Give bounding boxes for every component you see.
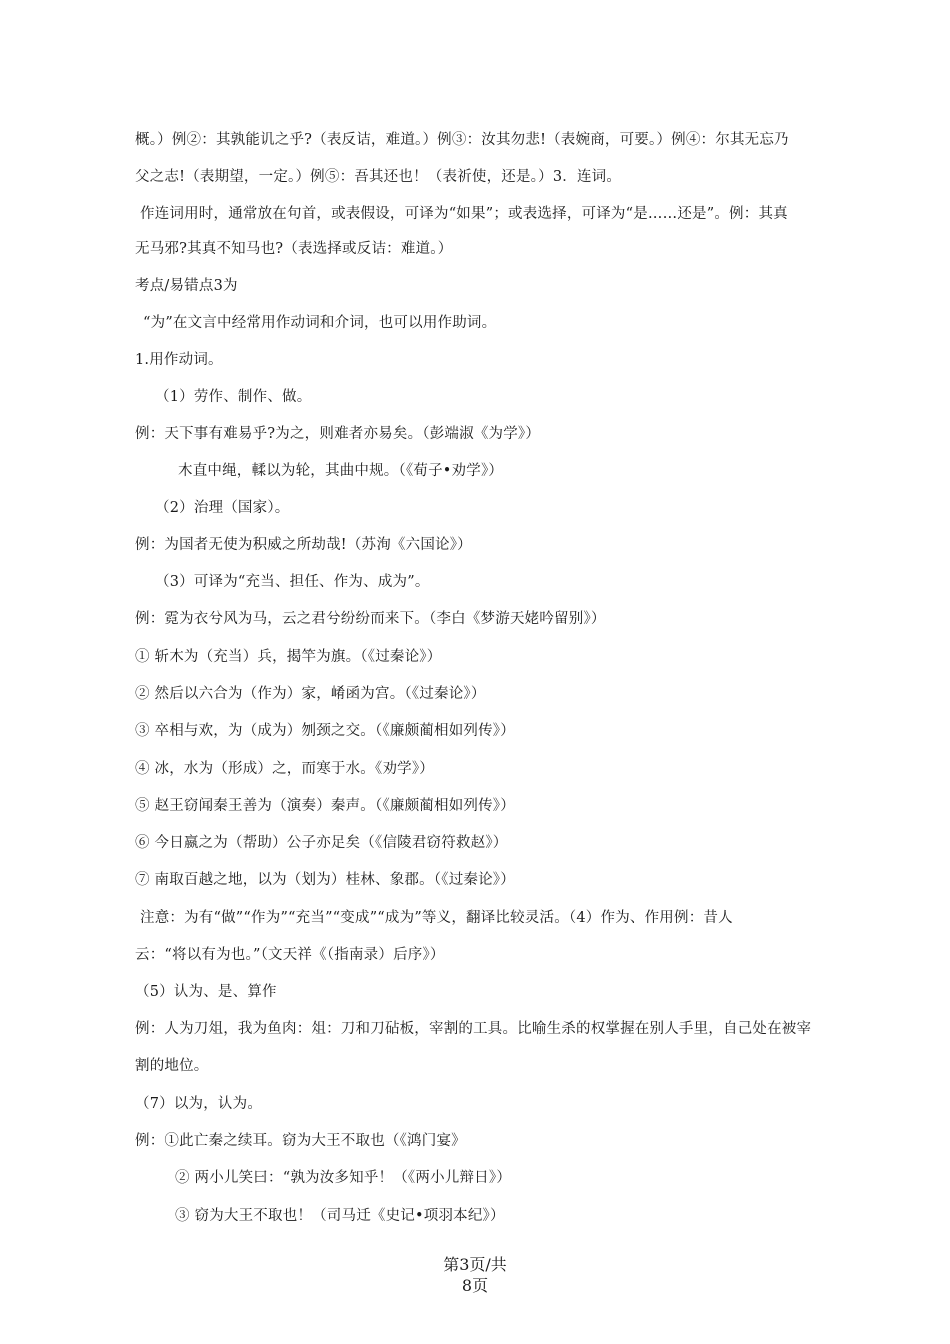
text-line-3: 作连词用时，通常放在句首，或表假设，可译为“如果”；或表选择，可译为“是……还是”。例：其真 (140, 206, 788, 222)
list-item-1: ① 斩木为（充当）兵，揭竿为旗。（《过秦论》） (135, 649, 442, 665)
text-line-11: （2）治理（国家）。 (155, 500, 290, 516)
text-line-23: 云：“将以有为也。”（文天祥《（指南录）后序》） (135, 947, 445, 963)
text-line-14: 例：霓为衣兮风为马，云之君兮纷纷而来下。（李白《梦游天姥吟留别》） (135, 611, 606, 627)
text-line-22: 注意：为有“做”“作为”“充当”“变成”“成为”等义，翻译比较灵活。（4）作为、作用例：昔人 (140, 910, 733, 926)
list-item-6: ⑥ 今日嬴之为（帮助）公子亦足矣（《信陵君窃符救赵》） (135, 835, 508, 851)
text-line-6: “为”在文言中经常用作动词和介词，也可以用作助词。 (143, 315, 497, 331)
page-number-line-2: 8页 (461, 1276, 489, 1295)
text-line-2: 父之志!（表期望，一定。）例⑤：吾其还也！（表祈使，还是。）3．连词。 (135, 169, 622, 185)
text-line-9: 例：天下事有难易乎?为之，则难者亦易矣。（彭端淑《为学》） (135, 426, 541, 442)
text-line-1: 概。）例②：其孰能讥之乎?（表反诘，难道。）例③：汝其勿悲!（表婉商，可要。）例④：尔其无忘乃 (135, 132, 789, 148)
text-line-29: ② 两小儿笑曰：“孰为汝多知乎！（《两小儿辩日》） (175, 1170, 512, 1186)
list-item-7: ⑦ 南取百越之地，以为（划为）桂林、象郡。（《过秦论》） (135, 872, 515, 888)
text-line-30: ③ 窃为大王不取也！（司马迁《史记•项羽本纪》） (175, 1208, 505, 1224)
text-line-8: （1）劳作、制作、做。 (155, 389, 312, 405)
subheading-verb: 1.用作动词。 (135, 352, 223, 368)
text-line-28: 例：①此亡秦之续耳。窃为大王不取也（《鸿门宴》 (135, 1133, 466, 1149)
page-number-line-1: 第3页/共 (443, 1255, 507, 1274)
text-line-13: （3）可译为“充当、担任、作为、成为”。 (155, 574, 430, 590)
text-line-4: 无马邪?其真不知马也?（表选择或反诘：难道。） (135, 241, 453, 257)
section-heading: 考点/易错点3为 (135, 278, 238, 294)
text-line-10: 木直中绳，輮以为轮，其曲中规。（《荀子•劝学》） (178, 463, 504, 479)
list-item-3: ③ 卒相与欢，为（成为）刎颈之交。（《廉颇蔺相如列传》） (135, 723, 515, 739)
text-line-24: （5）认为、是、算作 (135, 984, 277, 1000)
text-line-27: （7）以为，认为。 (135, 1096, 263, 1112)
text-line-26: 割的地位。 (135, 1058, 209, 1074)
list-item-4: ④ 冰，水为（形成）之，而寒于水。《劝学》） (135, 761, 435, 777)
list-item-5: ⑤ 赵王窃闻秦王善为（演奏）秦声。（《廉颇蔺相如列传》） (135, 798, 515, 814)
list-item-2: ② 然后以六合为（作为）家，崤函为宫。（《过秦论》） (135, 686, 486, 702)
text-line-12: 例：为国者无使为积威之所劫哉!（苏洵《六国论》） (135, 537, 472, 553)
text-line-25: 例：人为刀俎，我为鱼肉：俎：刀和刀砧板，宰割的工具。比喻生杀的权掌握在别人手里，自己处在被宰 (135, 1021, 812, 1037)
